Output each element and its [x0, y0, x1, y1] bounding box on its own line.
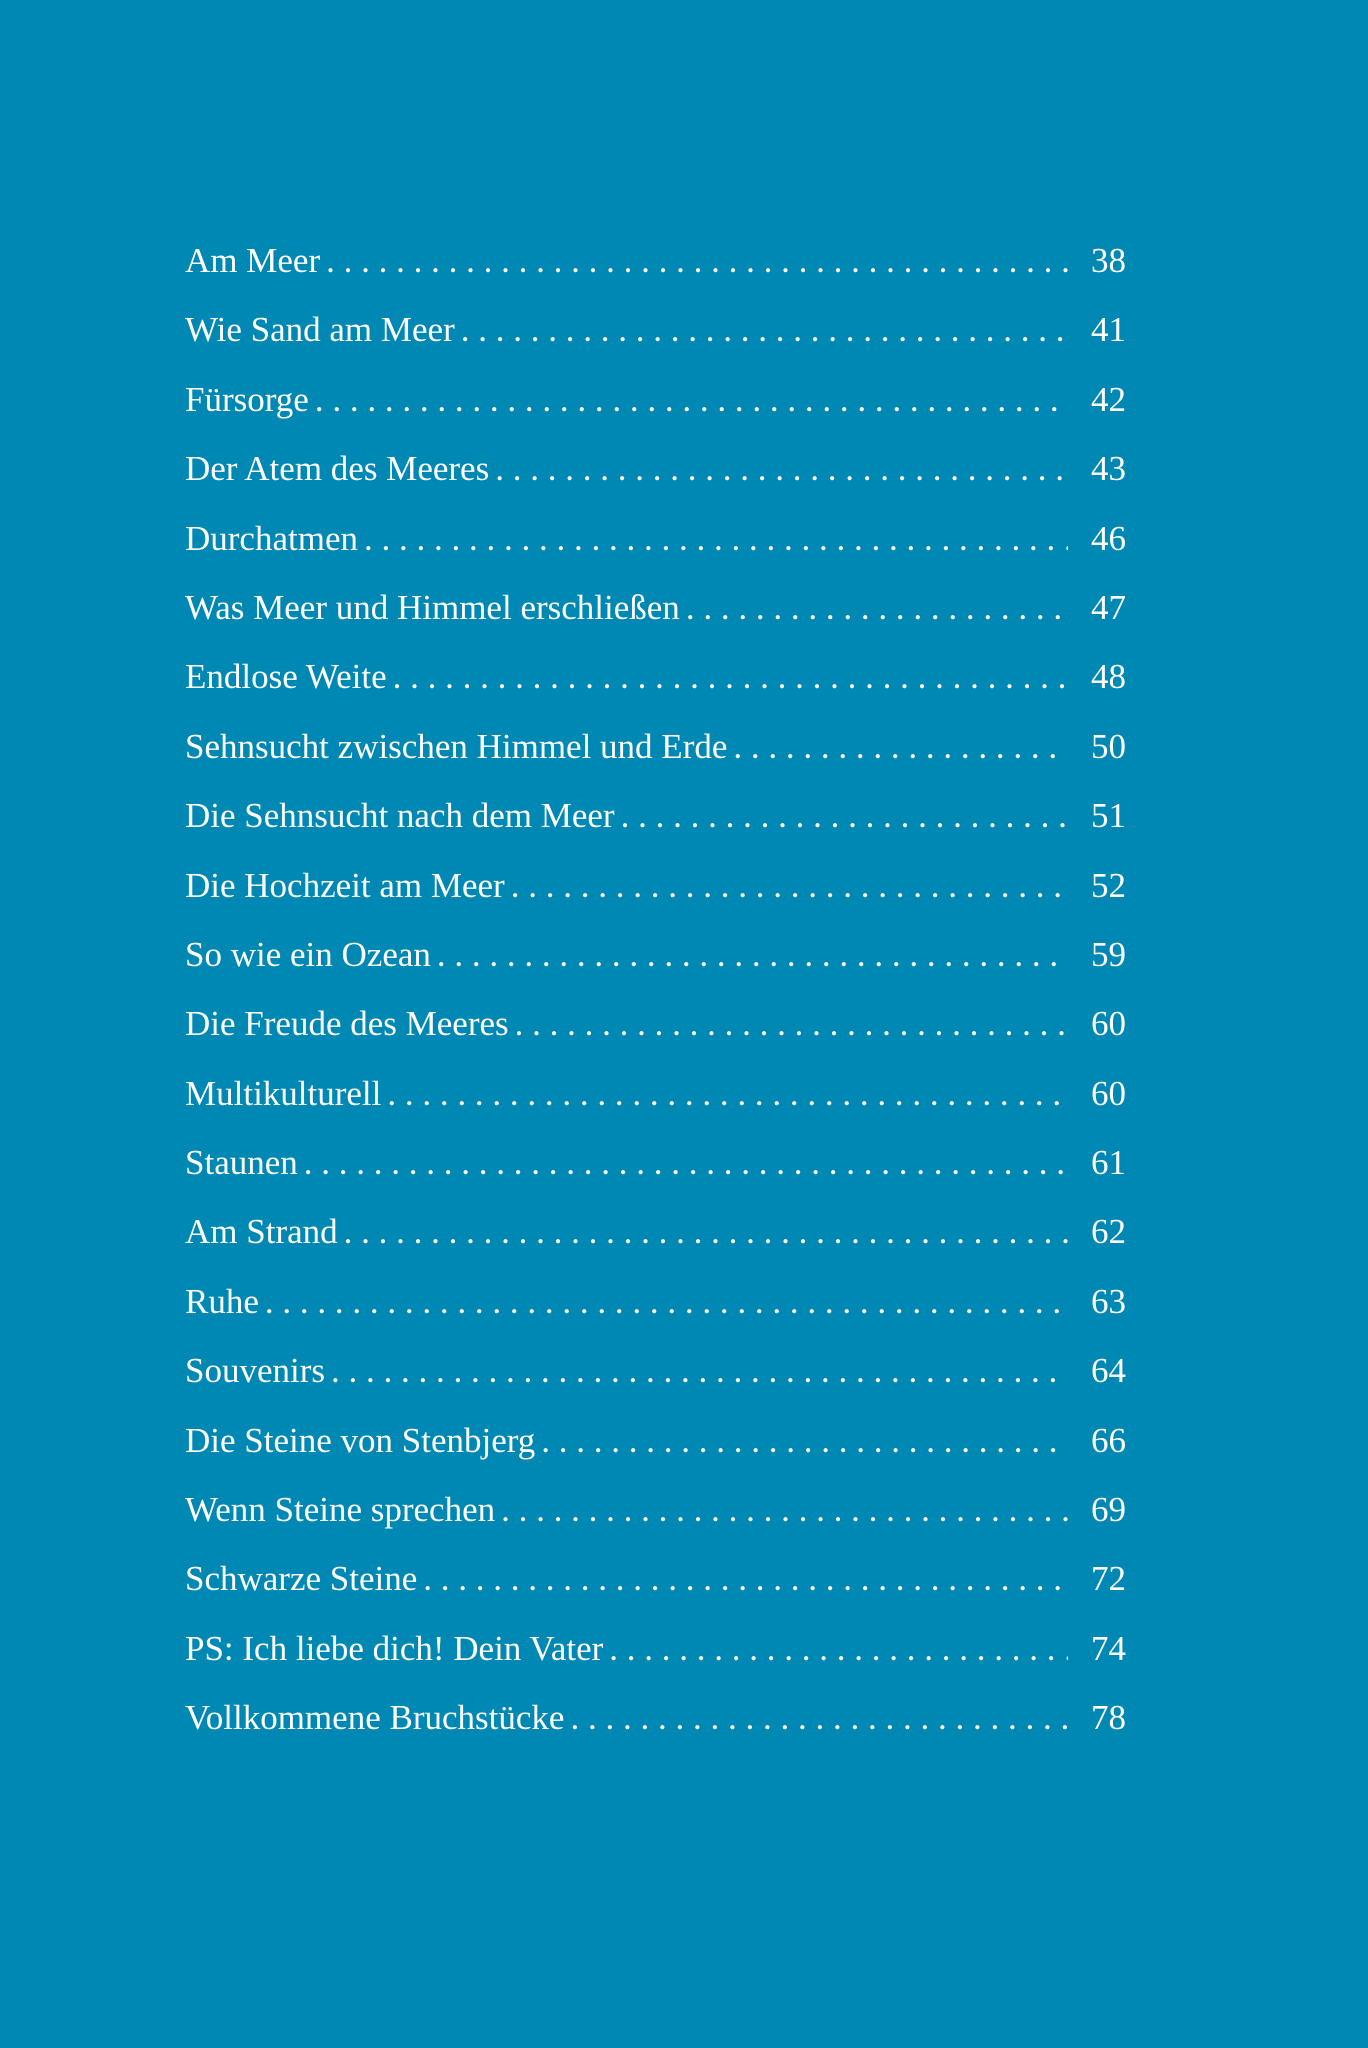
toc-entry-page: 61 [1091, 1143, 1126, 1183]
toc-entry-title: PS: Ich liebe dich! Dein Vater [185, 1628, 604, 1668]
toc-entry[interactable] [185, 237, 1126, 306]
toc-entry-page: 60 [1091, 1004, 1126, 1044]
toc-entry-title: Am Strand [185, 1212, 338, 1252]
toc-entry[interactable] [185, 792, 1126, 861]
toc-entry-page: 51 [1091, 796, 1126, 836]
toc-dot-leader [315, 376, 1068, 424]
toc-entry-page: 64 [1091, 1351, 1126, 1391]
toc-entry-page: 43 [1091, 449, 1126, 489]
toc-dot-leader [541, 1417, 1068, 1465]
toc-entry-title: Die Hochzeit am Meer [185, 865, 505, 905]
toc-entry-page: 42 [1091, 379, 1126, 419]
toc-entry-page: 59 [1091, 934, 1126, 974]
toc-entry-title: Was Meer und Himmel erschließen [185, 587, 680, 627]
toc-entry[interactable] [185, 1625, 1126, 1694]
toc-entry-title: Vollkommene Bruchstücke [185, 1698, 565, 1738]
toc-entry[interactable] [185, 723, 1126, 792]
toc-entry-page: 38 [1091, 241, 1126, 280]
toc-entry-title: Wenn Steine sprechen [185, 1490, 496, 1530]
toc-entry[interactable] [185, 931, 1126, 1000]
toc-entry[interactable] [185, 1417, 1126, 1486]
toc-entry-title: Souvenirs [185, 1351, 325, 1391]
toc-entry[interactable] [185, 584, 1126, 653]
toc-entry-title: Der Atem des Meeres [185, 449, 490, 489]
toc-entry-page: 63 [1091, 1281, 1126, 1321]
toc-dot-leader [387, 1070, 1068, 1118]
toc-dot-leader [609, 1625, 1068, 1673]
toc-entry-title: Multikulturell [185, 1073, 382, 1113]
toc-entry[interactable] [185, 862, 1126, 931]
toc-dot-leader [621, 792, 1068, 840]
toc-dot-leader [344, 1208, 1068, 1256]
toc-entry-title: Die Steine von Stenbjerg [185, 1420, 536, 1460]
toc-entry[interactable] [185, 1486, 1126, 1555]
toc-dot-leader [393, 653, 1068, 701]
toc-entry-title: Ruhe [185, 1281, 259, 1321]
toc-entry[interactable] [185, 1694, 1126, 1763]
toc-entry-title: Durchatmen [185, 518, 358, 558]
toc-entry-title: Staunen [185, 1143, 298, 1183]
toc-entry[interactable] [185, 1555, 1126, 1624]
toc-entry[interactable] [185, 1347, 1126, 1416]
toc-dot-leader [501, 1486, 1068, 1534]
toc-entry-page: 60 [1091, 1073, 1126, 1113]
toc-dot-leader [733, 723, 1068, 771]
toc-entry-title: Die Sehnsucht nach dem Meer [185, 796, 615, 836]
toc-entry-title: Sehnsucht zwischen Himmel und Erde [185, 726, 728, 766]
toc-entry-page: 62 [1091, 1212, 1126, 1252]
table-of-contents [185, 237, 1126, 1764]
toc-dot-leader [437, 931, 1068, 979]
toc-dot-leader [686, 584, 1068, 632]
toc-entry-title: Fürsorge [185, 379, 309, 419]
toc-entry-page: 47 [1091, 587, 1126, 627]
toc-entry[interactable] [185, 1208, 1126, 1277]
toc-dot-leader [331, 1347, 1068, 1395]
toc-entry-title: Wie Sand am Meer [185, 310, 455, 350]
toc-entry-page: 41 [1091, 310, 1126, 350]
toc-entry-page: 66 [1091, 1420, 1126, 1460]
toc-entry[interactable] [185, 515, 1126, 584]
toc-dot-leader [461, 306, 1068, 354]
toc-entry[interactable] [185, 1278, 1126, 1347]
toc-dot-leader [423, 1555, 1068, 1603]
toc-entry-title: Endlose Weite [185, 657, 387, 697]
toc-entry-title: So wie ein Ozean [185, 934, 431, 974]
toc-entry-page: 72 [1091, 1559, 1126, 1599]
toc-entry[interactable] [185, 1070, 1126, 1139]
toc-entry-title: Am Meer [185, 241, 321, 280]
toc-dot-leader [515, 1000, 1068, 1048]
toc-dot-leader [570, 1694, 1068, 1742]
toc-entry-page: 78 [1091, 1698, 1126, 1738]
toc-entry[interactable] [185, 445, 1126, 514]
toc-dot-leader [265, 1278, 1068, 1326]
toc-entry-page: 52 [1091, 865, 1126, 905]
toc-entry[interactable] [185, 306, 1126, 375]
toc-dot-leader [495, 445, 1068, 493]
toc-entry-page: 74 [1091, 1628, 1126, 1668]
toc-dot-leader [511, 862, 1068, 910]
toc-dot-leader [326, 237, 1068, 285]
toc-entry-page: 69 [1091, 1490, 1126, 1530]
toc-dot-leader [304, 1139, 1068, 1187]
toc-entry-title: Schwarze Steine [185, 1559, 418, 1599]
toc-entry[interactable] [185, 653, 1126, 722]
toc-entry-title: Die Freude des Meeres [185, 1004, 509, 1044]
toc-entry[interactable] [185, 1000, 1126, 1069]
toc-dot-leader [364, 515, 1068, 563]
toc-entry-page: 46 [1091, 518, 1126, 558]
toc-entry[interactable] [185, 1139, 1126, 1208]
toc-entry-page: 48 [1091, 657, 1126, 697]
toc-entry[interactable] [185, 376, 1126, 445]
toc-entry-page: 50 [1091, 726, 1126, 766]
